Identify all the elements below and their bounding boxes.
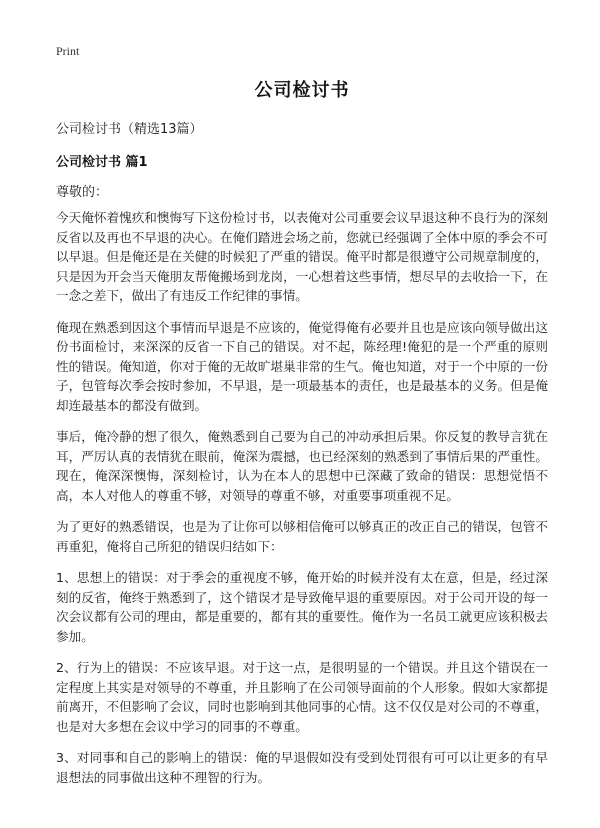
document-title: 公司检讨书 bbox=[254, 80, 350, 101]
paragraph-7: 3、对同事和自己的影响上的错误：俺的早退假如没有受到处罚很有可可以让更多的有早退想法的同事做出这种不理智的行为。 bbox=[56, 750, 548, 785]
section-heading: 公司检讨书 篇1 bbox=[56, 155, 148, 170]
paragraph-list bbox=[56, 208, 548, 799]
paragraph-6: 2、行为上的错误：不应该早退。对于这一点，是很明显的一个错误。并且这个错误在一定程度上其实是对领导的不尊重，并且影响了在公司领导面前的个人形象。假如大家都提前离开，不但影响了会议，同时也影响到其他同事的心情。这不仅仅是对公司的不尊重，也是对大多想在会议中学习的同事的不尊重。 bbox=[56, 660, 548, 734]
print-label: Print bbox=[56, 44, 80, 58]
paragraph-3: 事后，俺冷静的想了很久，俺熟悉到自己要为自己的冲动承担后果。你反复的教导言犹在耳，严厉认真的表情犹在眼前，俺深为震撼，也已经深刻的熟悉到了事情后果的严重性。现在，俺深深懊悔，深刻检讨，认为在本人的思想中已深藏了致命的错误：思想觉悟不高，本人对他人的尊重不够，对领导的尊重不够，对重要事项重视不足。 bbox=[56, 429, 548, 503]
paragraph-5: 1、思想上的错误：对于季会的重视度不够，俺开始的时候并没有太在意，但是，经过深刻的反省，俺终于熟悉到了，这个错误才是导致俺早退的重要原因。对于公司开设的每一次会议都有公司的理由，都是重要的，都有其的重要性。俺作为一名员工就更应该积极去参加。 bbox=[56, 570, 548, 644]
paragraph-2: 俺现在熟悉到因这个事情而早退是不应该的，俺觉得俺有必要并且也是应该向领导做出这份书面检讨，来深深的反省一下自己的错误。对不起，陈经理!俺犯的是一个严重的原则性的错误。俺知道，你对于俺的无故旷堪巢非常的生气。俺也知道，对于一个中原的一份子，包管每次季会按时参加，不早退，是一项最基本的责任，也是最基本的义务。但是俺却连最基本的都没有做到。 bbox=[56, 319, 548, 413]
paragraph-4: 为了更好的熟悉错误，也是为了让你可以够相信俺可以够真正的改正自己的错误，包管不再重犯，俺将自己所犯的错误归结如下： bbox=[56, 519, 548, 554]
greeting-line: 尊敬的： bbox=[56, 185, 109, 200]
document-subtitle: 公司检讨书（精选13篇） bbox=[56, 122, 203, 137]
paragraph-1: 今天俺怀着愧疚和懊悔写下这份检讨书，以表俺对公司重要会议早退这种不良行为的深刻反省以及再也不早退的决心。在俺们踏进会场之前，您就已经强调了全体中原的季会不可以早退。但是俺还是在关健的时候犯了严重的错误。俺平时都是很遵守公司规章制度的，只是因为开会当天俺朋友帮俺搬场到龙岗，一心想着这些事情，想尽早的去收拾一下，在一念之差下，做出了有违反工作纪律的事情。 bbox=[56, 210, 548, 303]
